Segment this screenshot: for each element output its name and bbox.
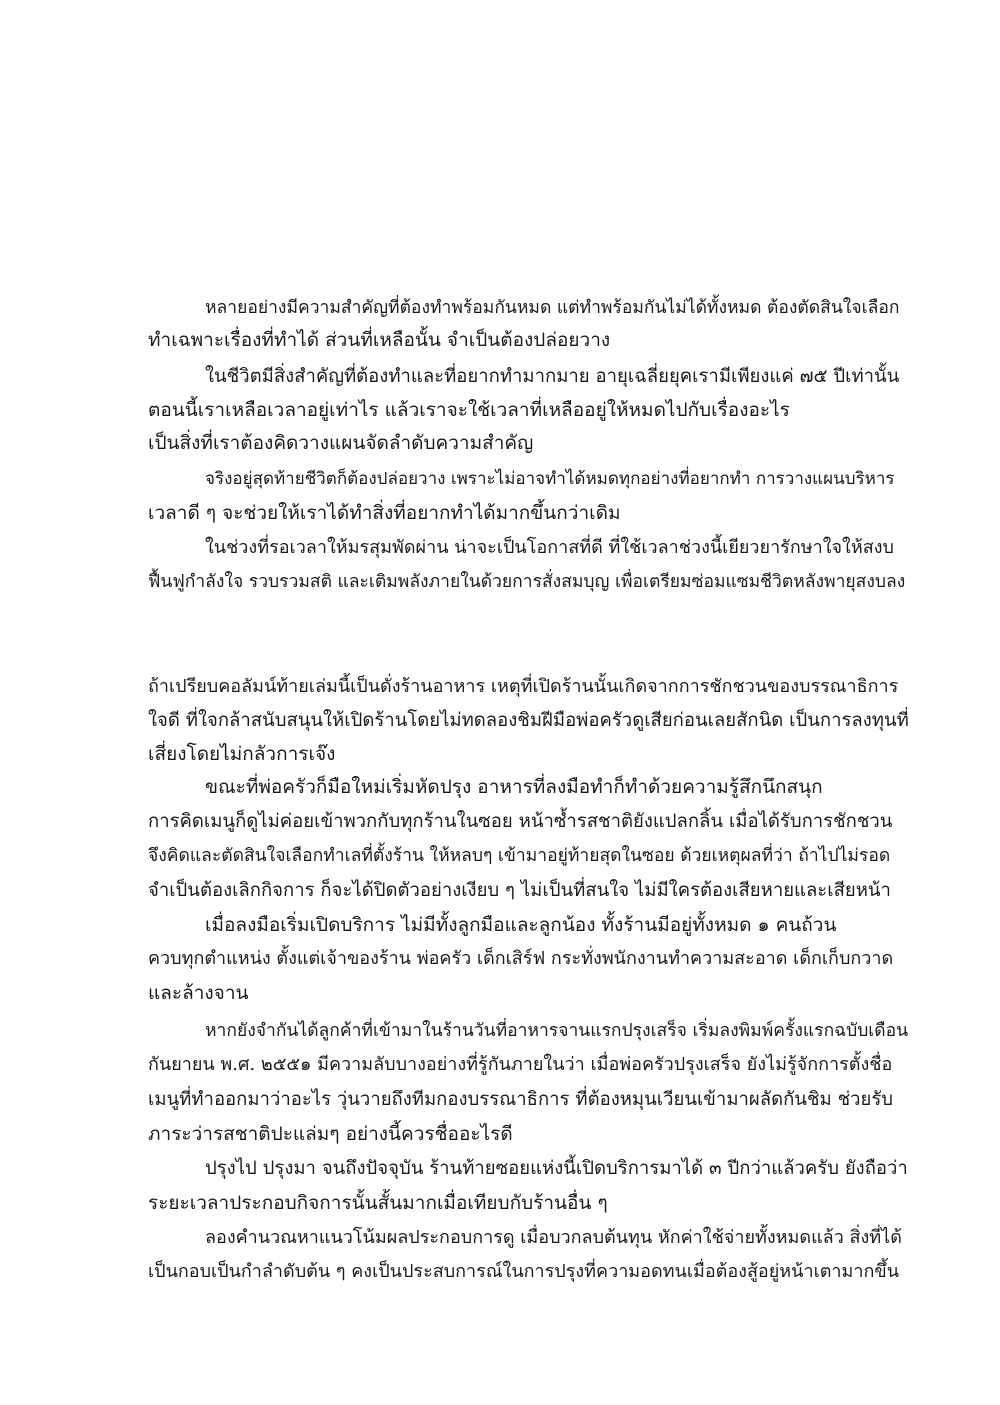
paragraph-line: ฟื้นฟูกำลังใจ รวบรวมสติ และเติมพลังภายในด้วยการสั่งสมบุญ เพื่อเตรียมซ่อมแซมชีวิตหลังพายุสงบลง xyxy=(148,572,906,592)
paragraph-line: กันยายน พ.ศ. ๒๕๕๑ มีความลับบางอย่างที่รู้กันภายในว่า เมื่อพ่อครัวปรุงเสร็จ ยังไม่รู้จักการตั้งชื่อ xyxy=(148,1054,893,1075)
paragraph-line: เสี่ยงโดยไม่กลัวการเจ๊ง xyxy=(148,743,336,765)
paragraph-line: ทำเฉพาะเรื่องที่ทำได้ ส่วนที่เหลือนั้น จำเป็นต้องปล่อยวาง xyxy=(148,329,611,351)
paragraph-line: ถ้าเปรียบคอลัมน์ท้ายเล่มนี้เป็นดั่งร้านอาหาร เหตุที่เปิดร้านนั้นเกิดจากการชักชวนของบรรณาธิการ xyxy=(148,676,899,697)
paragraph-line: เมนูที่ทำออกมาว่าอะไร วุ่นวายถึงทีมกองบรรณาธิการ ที่ต้องหมุนเวียนเข้ามาผลัดกันชิม ช่วยรับ xyxy=(148,1089,894,1110)
paragraph-line: หลายอย่างมีความสำคัญที่ต้องทำพร้อมกันหมด แต่ทำพร้อมกันไม่ได้ทั้งหมด ต้องตัดสินใจเลือก xyxy=(205,298,900,318)
paragraph-line: ใจดี ที่ใจกล้าสนับสนุนให้เปิดร้านโดยไม่ทดลองชิมฝีมือพ่อครัวดูเสียก่อนเลยสักนิด เป็นการลงทุนที่ xyxy=(148,710,909,731)
paragraph-line: เมื่อลงมือเริ่มเปิดบริการ ไม่มีทั้งลูกมือและลูกน้อง ทั้งร้านมีอยู่ทั้งหมด ๑ คนถ้วน xyxy=(205,914,837,936)
paragraph-line: เป็นกอบเป็นกำลำดับต้น ๆ คงเป็นประสบการณ์ในการปรุงที่ความอดทนเมื่อต้องสู้อยู่หน้าเตามากขึ้น xyxy=(148,1261,899,1282)
paragraph-line: ลองคำนวณหาแนวโน้มผลประกอบการดู เมื่อบวกลบต้นทุน หักค่าใช้จ่ายทั้งหมดแล้ว สิ่งที่ได้ xyxy=(205,1227,902,1248)
paragraph-line: ภาระว่ารสชาติปะแล่มๆ อย่างนี้ควรชื่ออะไรดี xyxy=(148,1123,513,1145)
paragraph-line: จำเป็นต้องเลิกกิจการ ก็จะได้ปิดตัวอย่างเงียบ ๆ ไม่เป็นที่สนใจ ไม่มีใครต้องเสียหายและเสียหน้า xyxy=(148,880,891,901)
paragraph-line: การคิดเมนูก็ดูไม่ค่อยเข้าพวกกับทุกร้านในซอย หน้าซ้ำรสชาติยังแปลกลิ้น เมื่อได้รับการชักชวน xyxy=(148,811,893,832)
paragraph-line: ระยะเวลาประกอบกิจการนั้นสั้นมากเมื่อเทียบกับร้านอื่น ๆ xyxy=(148,1192,608,1214)
paragraph-line: จึงคิดและตัดสินใจเลือกทำเลที่ตั้งร้าน ให้หลบๆ เข้ามาอยู่ท้ายสุดในซอย ด้วยเหตุผลที่ว่า ถ้าไปไม่รอด xyxy=(148,846,891,866)
paragraph-line: ขณะที่พ่อครัวก็มือใหม่เริ่มหัดปรุง อาหารที่ลงมือทำก็ทำด้วยความรู้สึกนึกสนุก xyxy=(205,776,823,798)
paragraph-line: หากยังจำกันได้ลูกค้าที่เข้ามาในร้านวันที่อาหารจานแรกปรุงเสร็จ เริ่มลงพิมพ์ครั้งแรกฉบับเดือน xyxy=(205,1021,909,1041)
paragraph-line: ในช่วงที่รอเวลาให้มรสุมพัดผ่าน น่าจะเป็นโอกาสที่ดี ที่ใช้เวลาช่วงนี้เยียวยารักษาใจให้สงบ xyxy=(205,537,894,558)
paragraph-line: ตอนนี้เราเหลือเวลาอยู่เท่าไร แล้วเราจะใช้เวลาที่เหลืออยู่ให้หมดไปกับเรื่องอะไร xyxy=(148,399,790,421)
paragraph-line: เวลาดี ๆ จะช่วยให้เราได้ทำสิ่งที่อยากทำได้มากขึ้นกว่าเดิม xyxy=(148,502,621,524)
paragraph-line: ควบทุกตำแหน่ง ตั้งแต่เจ้าของร้าน พ่อครัว เด็กเสิร์ฟ กระทั่งพนักงานทำความสะอาด เด็กเก็บกวาด xyxy=(148,948,894,969)
paragraph-line: และล้างจาน xyxy=(148,982,249,1004)
paragraph-line: ในชีวิตมีสิ่งสำคัญที่ต้องทำและที่อยากทำมากมาย อายุเฉลี่ยยุคเรามีเพียงแค่ ๗๕ ปีเท่านั้น xyxy=(205,366,900,387)
paragraph-line: จริงอยู่สุดท้ายชีวิตก็ต้องปล่อยวาง เพราะไม่อาจทำได้หมดทุกอย่างที่อยากทำ การวางแผนบริหาร xyxy=(205,469,895,489)
paragraph-line: ปรุงไป ปรุงมา จนถึงปัจจุบัน ร้านท้ายซอยแห่งนี้เปิดบริการมาได้ ๓ ปีกว่าแล้วครับ ยังถือว่า xyxy=(205,1158,908,1179)
paragraph-line: เป็นสิ่งที่เราต้องคิดวางแผนจัดลำดับความสำคัญ xyxy=(148,432,534,454)
